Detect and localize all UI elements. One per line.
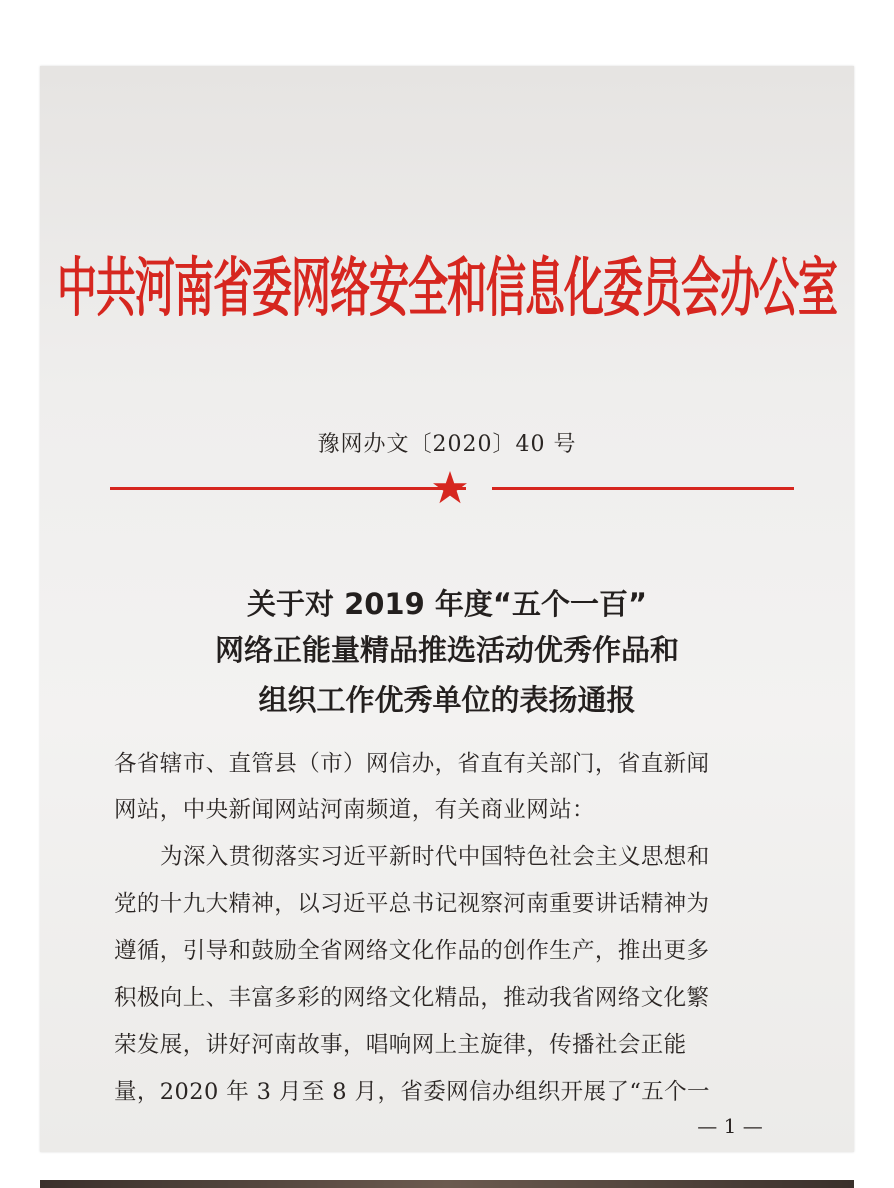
salutation-line: 网站，中央新闻网站河南频道，有关商业网站：: [114, 797, 595, 823]
body-text-line: 党的十九大精神，以习近平总书记视察河南重要讲话精神为: [114, 891, 710, 917]
body-text-line: 荣发展，讲好河南故事，唱响网上主旋律，传播社会正能: [114, 1032, 687, 1058]
body-text-line: 为深入贯彻落实习近平新时代中国特色社会主义思想和: [160, 844, 710, 870]
red-divider-right: [492, 487, 794, 490]
next-page-edge: [40, 1180, 854, 1188]
document-page: [40, 66, 854, 1152]
body-text-line: 遵循，引导和鼓励全省网络文化作品的创作生产，推出更多: [114, 938, 710, 964]
notice-title-line: 关于对 2019 年度“五个一百”: [246, 587, 648, 621]
red-star-icon: [432, 470, 468, 506]
body-text-line: 量，2020 年 3 月至 8 月，省委网信办组织开展了“五个一: [114, 1079, 710, 1105]
red-divider-left: [110, 487, 466, 490]
document-number: 豫网办文〔2020〕40 号: [317, 432, 577, 457]
masthead-title: 中共河南省委网络安全和信息化委员会办公室: [57, 250, 837, 326]
notice-title-line: 网络正能量精品推选活动优秀作品和: [214, 633, 679, 667]
salutation-line: 各省辖市、直管县（市）网信办，省直有关部门，省直新闻: [114, 751, 710, 777]
notice-title-line: 组织工作优秀单位的表扬通报: [258, 683, 636, 717]
body-text-line: 积极向上、丰富多彩的网络文化精品，推动我省网络文化繁: [114, 985, 710, 1011]
page-number: — 1 —: [697, 1114, 763, 1138]
